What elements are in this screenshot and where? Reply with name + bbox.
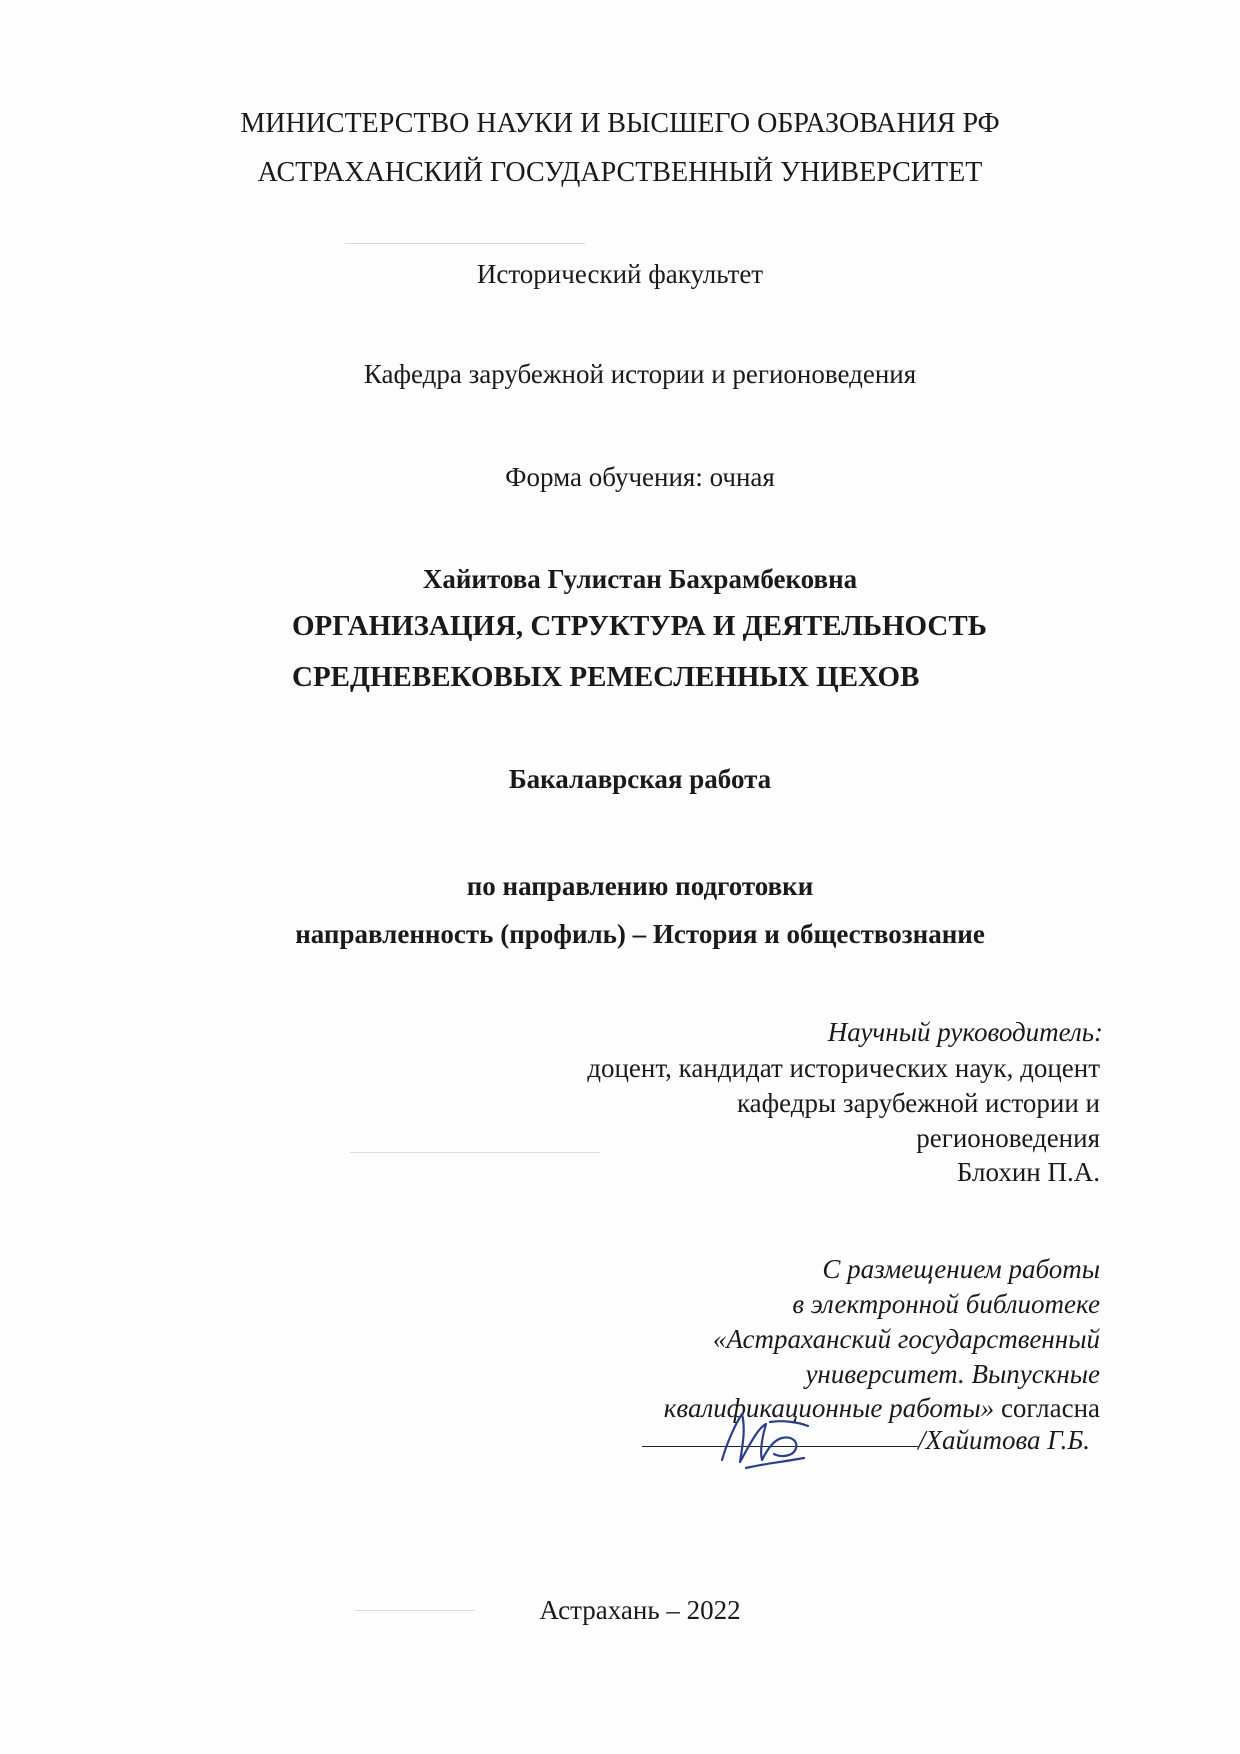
supervisor-department-1: кафедры зарубежной истории и <box>736 1088 1100 1118</box>
city-year: Астрахань – 2022 <box>539 1595 741 1625</box>
thesis-title-line-2: СРЕДНЕВЕКОВЫХ РЕМЕСЛЕННЫХ ЦЕХОВ <box>292 661 920 693</box>
supervisor-heading: Научный руководитель: <box>827 1017 1103 1047</box>
consent-line-4: университет. Выпускные <box>805 1359 1100 1389</box>
ministry-heading: МИНИСТЕРСТВО НАУКИ И ВЫСШЕГО ОБРАЗОВАНИЯ РФ <box>240 108 1000 139</box>
direction-line-1: по направлению подготовки <box>466 871 814 901</box>
university-heading: АСТРАХАНСКИЙ ГОСУДАРСТВЕННЫЙ УНИВЕРСИТЕТ <box>257 157 983 188</box>
department: Кафедра зарубежной истории и регионоведения <box>363 359 917 389</box>
consent-line-1: С размещением работы <box>822 1254 1100 1284</box>
consent-line-2: в электронной библиотеке <box>792 1289 1100 1319</box>
supervisor-degree: доцент, кандидат исторических наук, доцент <box>587 1053 1100 1083</box>
work-type: Бакалаврская работа <box>508 764 772 794</box>
consent-line-5-italic: квалификационные работы» <box>663 1393 995 1423</box>
author-name: Хайитова Гулистан Бахрамбековна <box>422 564 858 594</box>
signature-name: /Хайитова Г.Б. <box>918 1425 1091 1455</box>
direction-profile: направленность (профиль) – История и обществознание <box>295 919 985 949</box>
handwritten-signature <box>712 1402 822 1476</box>
scan-speck <box>350 1152 600 1153</box>
thesis-title-line-1: ОРГАНИЗАЦИЯ, СТРУКТУРА И ДЕЯТЕЛЬНОСТЬ <box>292 610 987 642</box>
consent-line-5-plain: согласна <box>994 1393 1100 1423</box>
faculty: Исторический факультет <box>476 259 764 289</box>
consent-line-3: «Астраханский государственный <box>712 1324 1100 1354</box>
study-form: Форма обучения: очная <box>505 462 775 492</box>
scan-speck <box>345 243 585 244</box>
supervisor-name: Блохин П.А. <box>956 1157 1100 1187</box>
supervisor-department-2: регионоведения <box>916 1123 1100 1153</box>
